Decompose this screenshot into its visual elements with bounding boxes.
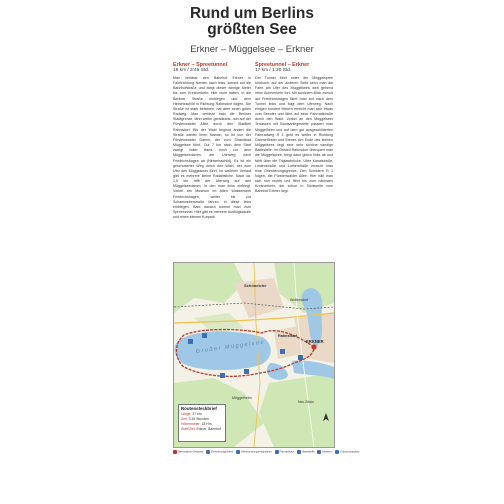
legend-item: Museum: [317, 450, 332, 454]
bicycle-icon: [275, 450, 279, 454]
right-section-body: Der Tunnel führt unter der Müggelspree hindurch, auf der anderen Seite setzt man die Fahrt am Ufer des Müggelsees weit gehend ohne Autoverkehr fort. Mit schönem Blick zurück auf Friedrichshagen fährt man auf nach dem Tunnel links und folgt dem Uferweg. Nach einigen hundert Metern erreicht man sich etwas vom Seeufer und fährt auf einer Fahrradstraße durch den Wald. Vorbei an den Müggelseer Terrassen mit Bootsanlegestelle passiert man Müggelheim und auf dem gut ausgeschilderten Fahrradweg R 1 geht es weiter in Richtung Dahmeförster und Erkner. Am Ende des kleinen Müggelsees liegt eine sehr schöne sandige Badestelle. Im Ortsteil Rahnsdorf überquert man die Müggelspree, biegt dann gleich links ab und fährt über die Triglawbrücke. Über Kanalstraße, Lindenstraße und Lutherstraße erreicht man eine Orientierungsgrenze. Den Schildern R 1 folgen, die Fürstenwalder Allee. Hier hält man sich nun rechts und fährt bis zum nächsten Kreisverkehr, der schon in Sichtweite vom Bahnhof Erkner liegt.: [255, 76, 333, 194]
poi-gastronomy-icon[interactable]: [202, 333, 207, 338]
route-profile-row: Länge: 37 km: [181, 411, 202, 416]
map-symbol-legend: [173, 448, 360, 456]
map-label-rahnsdorf: Rahnsdorf: [278, 334, 297, 338]
route-profile-row: Höhenmeter: 18 Hm: [181, 421, 212, 426]
left-column: [173, 62, 251, 220]
poi-badestelle-icon[interactable]: [188, 339, 193, 344]
legend-item: Einkehrmöglichkeit: [206, 450, 233, 454]
route-profile-row: Zeit: 3,15 Stunden: [181, 416, 209, 421]
right-section-meta: 17 km / 1:30 Std.: [255, 68, 292, 73]
legend-item: Kulturschauplatz: [335, 450, 359, 454]
legend-item: Badestelle: [297, 450, 314, 454]
title-line-2: größten See: [207, 21, 297, 38]
bed-icon: [236, 450, 240, 454]
legend-item: Fahrradhaus: [275, 450, 295, 454]
map-label-erkner: ERKNER: [306, 339, 324, 344]
route-profile-row: Start/Ziel: Erkner, Bahnhof: [181, 426, 221, 431]
legend-item: Besonderes Gebäude: [173, 450, 203, 454]
restaurant-icon: [206, 450, 210, 454]
forest-area: [259, 373, 334, 447]
route-subtitle: Erkner – Müggelsee – Erkner: [190, 44, 314, 55]
map-label-schoeneiche: Schöneiche: [244, 283, 267, 288]
building-icon: [173, 450, 177, 454]
route-start-marker[interactable]: [311, 344, 316, 349]
town-area: [274, 325, 306, 359]
poi-museum-icon[interactable]: [220, 373, 225, 378]
left-section-heading: Erkner – Spreetunnel: [173, 62, 228, 68]
map-label-neu-zittau: Neu Zittau: [298, 400, 314, 404]
title-line-1: Rund um Berlins: [189, 5, 314, 22]
culture-icon: [335, 450, 339, 454]
left-section-meta: 18 km / 3:45 Std.: [173, 68, 210, 73]
map-label-grosser-mueggelsee: Großer Müggelsee: [195, 339, 266, 355]
poi-bicycle-icon[interactable]: [298, 355, 303, 360]
poi-badestelle-icon[interactable]: [280, 349, 285, 354]
legend-item: Übernachtungsmöglichkeit: [236, 450, 272, 454]
left-section-body: Man verlässt den Bahnhof Erkner in Fahrtrichtung Norden nach links, kommt auf die Bahnhofstraße und biegt dieser wenige Meter bis zum Kreisverkehr. Hier nicht halten, in die Berliner Straße einbiegen und dem Hinweisschild in Richtung Rahnsdorf folgen. Die Straße ist stark befahren, hat aber einen guten Radweg. Man verlässt bald die Berliner Stadtgrenze, fährt weiter geradeaus, nun auf der Fürstenwalder Allee durch den Stadtteil Rahnsdorf. Bis der Wald beginnt ändert die Straße wieder ihren Namen, so ist nun der Fürstenwalder Damm, der zum Strandbad Müggelsee führt. Gut 7 km nach dem Start zweigt linker Hand, noch vor dem Müggelseedamm, der Uferweg nach Friedrichshagen ab (Hinweisschild). Es ist ein geschotterter Weg durch den Wald, der zum Ufer des Müggelsees führt. Im weiteren Verlauf gibt es mehrere kleine Radabstiche. Nach ca. 1,5 km trifft der Uferweg auf den Müggelseedamm, in den man links einbiegt. Vorbei am Museum im Alten Wasserwerk Friedrichshagen, weiter bis zur Schamweberstraße fahren, in diese links einbiegen. Bald danach kommt man zum Spreetunnel. Hier gibt es mehrere Ausflugslokale und einen kleinen Kurpark.: [173, 76, 251, 220]
museum-icon: [317, 450, 321, 454]
swim-icon: [297, 450, 301, 454]
map-label-mueggelheim: Müggelheim: [232, 396, 252, 400]
map-label-woltersdorf: Woltersdorf: [290, 298, 309, 302]
poi-gastronomy-icon[interactable]: [244, 369, 249, 374]
right-section-heading: Spreetunnel – Erkner: [255, 62, 310, 68]
route-profile-title: Routensteckbrief: [181, 406, 217, 411]
right-column: [255, 62, 333, 195]
route-profile-box: [178, 404, 226, 442]
page-title: [172, 6, 332, 38]
